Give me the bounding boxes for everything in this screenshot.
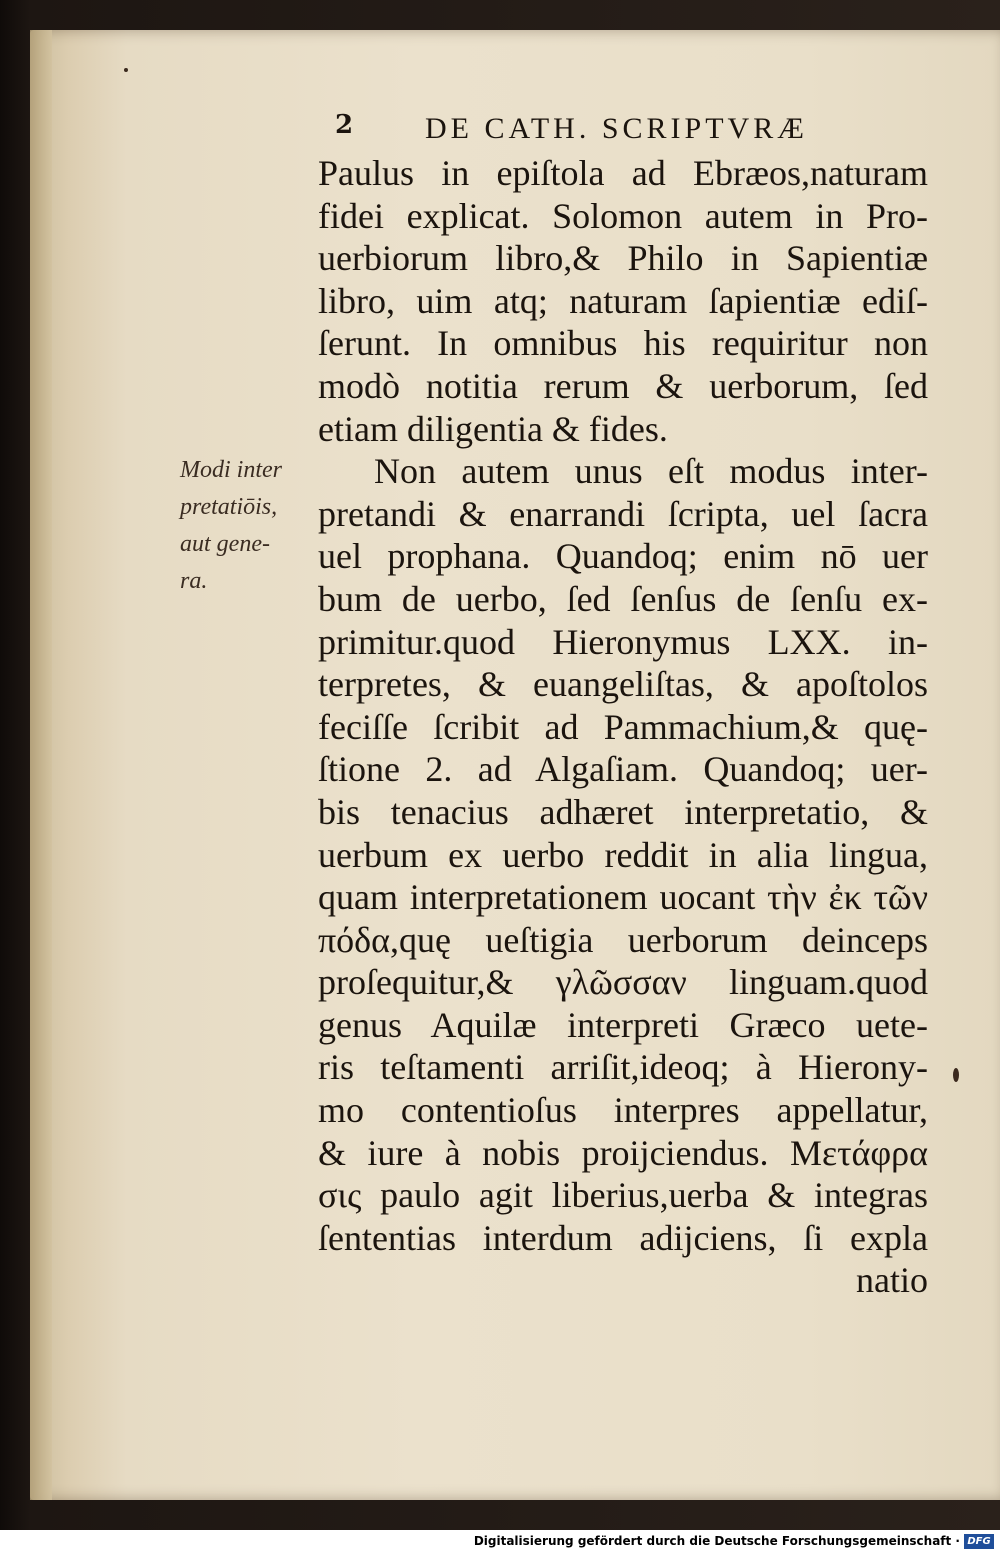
- text-line: mo contentioſus interpres appellatur,: [318, 1090, 928, 1131]
- text-line: primitur.quod Hieronymus LXX. in-: [318, 621, 928, 662]
- dfg-logo: DFG: [964, 1534, 994, 1549]
- text-line: feciſſe ſcribit ad Pammachium,& quę-: [318, 706, 928, 747]
- paragraph-start-line: Non autem unus eſt modus inter-: [374, 451, 928, 492]
- text-line: pretandi & enarrandi ſcripta, uel ſacra: [318, 493, 928, 534]
- footer-bar: [0, 1530, 1000, 1554]
- text-line: quam interpretationem uocant τὴν ἐκ τῶν: [318, 877, 928, 918]
- ink-speck: [953, 1068, 959, 1082]
- text-line: uerbiorum libro,& Philo in Sapientiæ: [318, 238, 928, 279]
- text-line: fidei explicat. Solomon autem in Pro-: [318, 195, 928, 236]
- page-number: 2: [335, 110, 354, 140]
- text-line: Paulus in epiſtola ad Ebræos,naturam: [318, 153, 928, 193]
- funding-credit: Digitalisierung gefördert durch die Deutsche Forschungsgemeinschaft ·: [473, 1534, 960, 1548]
- text-line: ris teſtamenti arriſit,ideoq; à Hierony-: [318, 1047, 928, 1088]
- margin-note-line: Modi inter: [180, 457, 282, 483]
- text-line: libro, uim atq; naturam ſapientiæ ediſ-: [318, 280, 928, 321]
- text-line: & iure à nobis proijciendus. Μετάφρα: [318, 1132, 928, 1173]
- text-line: modò notitia rerum & uerborum, ſed: [318, 365, 928, 406]
- margin-note-line: pretatiōis,: [180, 494, 278, 520]
- margin-note-line: aut gene-: [180, 531, 270, 557]
- body-text: [318, 152, 928, 1302]
- text-line: ſerunt. In omnibus his requiritur non: [318, 323, 928, 364]
- text-line: bum de uerbo, ſed ſenſus de ſenſu ex-: [318, 578, 928, 619]
- text-line: πόδα,quę ueſtigia uerborum deinceps: [318, 919, 928, 960]
- page-gutter: [30, 30, 52, 1500]
- catchword: natio: [856, 1260, 928, 1301]
- text-line: terpretes, & euangeliſtas, & apoſtolos: [318, 664, 928, 705]
- text-line: genus Aquilæ interpreti Græco uete-: [318, 1004, 928, 1045]
- text-line: etiam diligentia & fides.: [318, 408, 668, 449]
- text-line: ſtione 2. ad Algaſiam. Quandoq; uer-: [318, 749, 928, 790]
- text-line: bis tenacius adhæret interpretatio, &: [318, 791, 928, 832]
- running-title: DE CATH. SCRIPTVRÆ: [425, 112, 808, 145]
- text-line: σις paulo agit liberius,uerba & integras: [318, 1175, 928, 1216]
- margin-note: [180, 452, 320, 600]
- margin-note-line: ra.: [180, 568, 208, 594]
- text-line: proſequitur,& γλῶσσαν linguam.quod: [318, 962, 928, 1003]
- text-line: ſententias interdum adijciens, ſi expla: [318, 1217, 928, 1258]
- text-line: uerbum ex uerbo reddit in alia lingua,: [318, 834, 928, 875]
- text-line: uel prophana. Quandoq; enim nō uer: [318, 536, 928, 577]
- ink-speck: [124, 68, 128, 72]
- running-head: [335, 110, 925, 150]
